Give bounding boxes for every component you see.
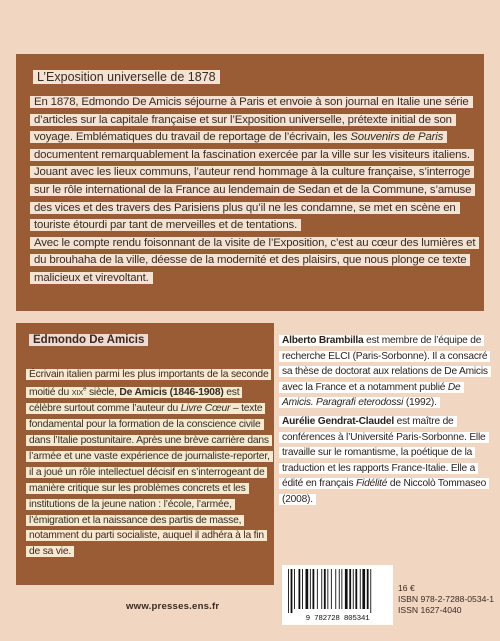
barcode-digits: 9 782728 805341 — [305, 615, 370, 623]
price: 16 € — [398, 583, 415, 593]
barcode-bar — [306, 569, 309, 609]
barcode-bar — [294, 569, 295, 609]
barcode-bar — [339, 569, 340, 609]
editors-notes — [279, 333, 491, 511]
barcode-bar — [341, 569, 342, 609]
editor-2-note — [279, 414, 491, 508]
isbn: ISBN 978-2-7288-0534-1 — [398, 594, 495, 604]
barcode-bar — [353, 569, 354, 609]
publisher-website: www.presses.ens.fr — [126, 601, 220, 612]
editor-2-book: Fidélité — [356, 478, 388, 490]
barcode-bar — [310, 569, 311, 609]
summary-text — [30, 94, 478, 288]
barcode-bar — [327, 569, 328, 609]
barcode-bar — [362, 569, 365, 609]
barcode-bar — [370, 569, 371, 613]
barcode-bar — [349, 569, 351, 609]
summary-para2: Avec le compte rendu foisonnant de la visite de l’Exposition, c’est au cœur des lumières et du brouhaha de la ville, déesse de la modernité et des plaisirs, que nous plonge ce texte malicieux et virevoltant. — [30, 237, 479, 284]
summary-panel — [16, 54, 484, 311]
barcode-bar — [335, 569, 336, 609]
price-isbn-block — [398, 583, 494, 616]
barcode-bar — [313, 569, 315, 609]
editor-1-book: De Amicis. Paragrafi eterodossi — [282, 381, 461, 409]
barcode-bar — [324, 569, 326, 609]
bio-text-2: siècle, — [86, 387, 120, 399]
bio-book-title: Livre Cœur — [180, 403, 231, 415]
barcode-bar — [288, 569, 289, 613]
barcode-bar — [291, 569, 293, 613]
bio-century-sup: e — [83, 386, 87, 393]
summary-para1-a: En 1878, Edmondo De Amicis séjourne à Paris et envoie à son journal en Italie une série d’articles sur la capitale française et sur l’Exposition universelle, prétexte initial de son voyage. Emblématiques du travail de reportage de l’écrivain, les — [34, 96, 469, 144]
author-bio-text — [26, 367, 270, 560]
barcode-bar — [302, 569, 303, 609]
barcode-bar — [331, 569, 332, 609]
editor-1-text-1: est membre de l’équipe de recherche ELCI (Paris-Sorbonne). Il a consacré sa thèse de doctorat aux relations de De Amicis avec la France et a notamment publié — [282, 335, 488, 393]
barcode-bar — [321, 569, 322, 609]
bio-text-1: Écrivain italien parmi les plus importants de la seconde moitié du — [29, 369, 269, 399]
summary-book-title: Souvenirs de Paris — [350, 131, 444, 144]
editor-1-note — [279, 333, 491, 411]
bio-text-4: – texte fondamental pour la formation de la conscience civile dans l’Italie postunitaire. Après une brève carrière dans l’armée et une vaste expérience de journaliste-reporter, il a joué un rôle intellectuel décisif en s’interrogeant de manière critique sur les problèmes concrets et les institutions de la jeune nation : l’école, l’armée, l’émigration et la naissance des partis de masse, notamment du parti socialiste, auquel il adhéra à la fin de sa vie. — [29, 403, 270, 558]
barcode-bar — [317, 569, 318, 609]
barcode — [282, 565, 393, 625]
editor-1-text-2: (1992). — [403, 397, 437, 409]
barcode-bar — [299, 569, 301, 609]
editor-2-text-2: de Niccolò Tommaseo (2008). — [282, 478, 487, 505]
bio-author-name: De Amicis (1846-1908) — [119, 387, 224, 399]
author-bio-title — [29, 331, 148, 349]
barcode-bar — [355, 569, 357, 609]
summary-paragraph-2 — [30, 235, 478, 288]
summary-title — [33, 68, 220, 86]
summary-paragraph-1 — [30, 94, 478, 235]
editor-2-name: Aurélie Gendrat-Claudel — [282, 415, 395, 427]
author-bio-title-text: Edmondo De Amicis — [29, 334, 148, 346]
author-bio-panel — [16, 323, 274, 585]
editor-1-name: Alberto Brambilla — [282, 335, 364, 346]
barcode-bar — [360, 569, 361, 609]
barcode-bar — [367, 569, 369, 609]
barcode-bar — [345, 569, 348, 609]
issn: ISSN 1627-4040 — [398, 605, 462, 615]
summary-para1-b: documentent remarquablement la fascination exercée par la ville sur les visiteurs italiens. Jouant avec les lieux communs, l’auteur rend hommage à la culture française, s’interroge sur le rôle international de la France au lendemain de Sedan et de la Commune, s’amuse des vices et des travers des Parisiens plus qu’il ne les condamne, se met en scène en touriste étourdi par tant de merveilles et de tentations. — [34, 148, 472, 232]
bio-text-3: est célèbre surtout comme l’auteur du — [29, 387, 240, 415]
summary-title-text: L’Exposition universelle de 1878 — [33, 70, 220, 84]
barcode-bars — [286, 569, 389, 613]
bio-century: XIX — [71, 388, 84, 398]
editor-2-text-1: est maître de conférences à l’Université Paris-Sorbonne. Elle travaille sur le romantisme, la poétique de la traduction et les rapports France-Italie. Elle a édité en français — [282, 415, 486, 490]
